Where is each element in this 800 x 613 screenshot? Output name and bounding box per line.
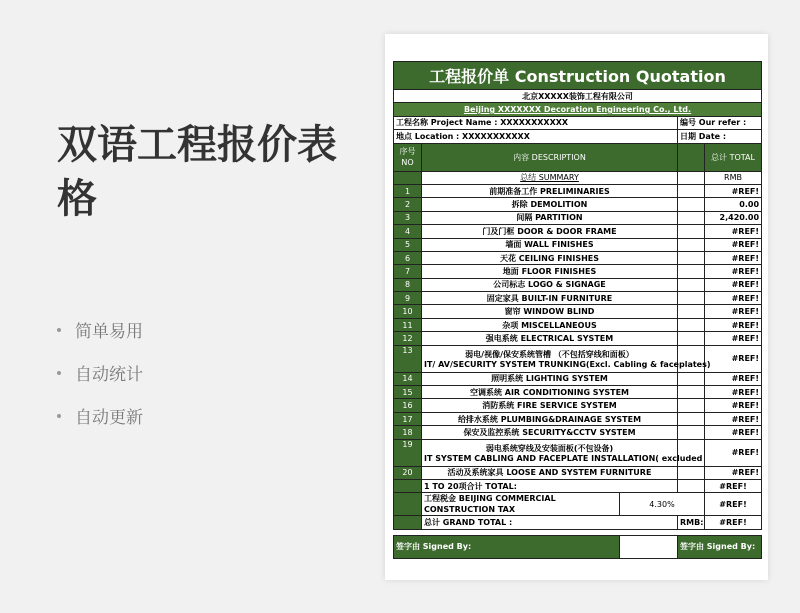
item-no: 16 [394,399,422,412]
table-row [394,386,762,399]
item-no: 11 [394,318,422,331]
item-total: #REF! [705,412,762,425]
item-description: 墙面 WALL FINISHES [422,238,678,251]
bullet-icon [57,414,61,418]
item-no: 13 [394,345,422,372]
col-no-header: 序号 NO [394,143,422,171]
table-row [394,439,762,466]
item-description: 强电系统 ELECTRICAL SYSTEM [422,332,678,345]
grand-total-value: #REF! [705,516,762,529]
item-no: 5 [394,238,422,251]
signed-by-right: 签字由 Signed By: [678,535,762,558]
item-no: 3 [394,211,422,224]
table-row [394,305,762,318]
our-refer: 编号 Our refer : [678,116,762,129]
item-total: #REF! [705,399,762,412]
item-description: 窗帘 WINDOW BLIND [422,305,678,318]
table-row [394,412,762,425]
table-row [394,265,762,278]
item-description: 消防系统 FIRE SERVICE SYSTEM [422,399,678,412]
subtotal-value: #REF! [705,479,762,492]
item-no: 6 [394,251,422,264]
feature-item: 自动更新 [57,394,143,437]
item-description: 拆除 DEMOLITION [422,198,678,211]
item-no: 20 [394,466,422,479]
col-total-header: 总计 TOTAL [705,143,762,171]
currency-label: RMB [705,171,762,184]
item-total: #REF! [705,238,762,251]
quotation-table [393,61,762,559]
table-row [394,251,762,264]
feature-list [57,308,143,437]
subtotal-label: 1 TO 20项合计 TOTAL: [422,479,678,492]
item-no: 19 [394,439,422,466]
table-row [394,318,762,331]
summary-label: 总结 SUMMARY [422,171,678,184]
item-description: 弱电系统穿线及安装面板(不包设备) IT SYSTEM CABLING AND FACEPLATE INSTALLATION( excluded [422,439,678,466]
bullet-icon [57,371,61,375]
table-row [394,426,762,439]
tax-rate: 4.30% [620,493,705,516]
item-no: 9 [394,292,422,305]
table-row [394,345,762,372]
item-no: 7 [394,265,422,278]
item-total: #REF! [705,251,762,264]
item-description: 照明系统 LIGHTING SYSTEM [422,372,678,385]
bullet-icon [57,328,61,332]
date: 日期 Date : [678,130,762,143]
item-no: 15 [394,386,422,399]
item-description: 间隔 PARTITION [422,211,678,224]
signed-by-left: 签字由 Signed By: [394,535,620,558]
item-total: #REF! [705,345,762,372]
location: 地点 Location : XXXXXXXXXXX [394,130,678,143]
table-row [394,399,762,412]
item-total: #REF! [705,265,762,278]
item-description: 门及门框 DOOR & DOOR FRAME [422,225,678,238]
table-row [394,332,762,345]
table-row [394,238,762,251]
table-row [394,292,762,305]
item-total: #REF! [705,386,762,399]
table-row [394,225,762,238]
table-row [394,184,762,197]
item-no: 1 [394,184,422,197]
item-total: #REF! [705,318,762,331]
table-row [394,278,762,291]
item-no: 14 [394,372,422,385]
item-total: #REF! [705,184,762,197]
table-row [394,466,762,479]
item-total: #REF! [705,439,762,466]
grand-total-currency: RMB: [678,516,705,529]
project-name: 工程名称 Project Name : XXXXXXXXXXX [394,116,678,129]
grand-total-label: 总计 GRAND TOTAL : [422,516,678,529]
item-total: #REF! [705,305,762,318]
item-no: 10 [394,305,422,318]
table-row [394,211,762,224]
item-description: 空调系统 AIR CONDITIONING SYSTEM [422,386,678,399]
item-no: 4 [394,225,422,238]
item-total: #REF! [705,332,762,345]
item-description: 活动及系统家具 LOOSE AND SYSTEM FURNITURE [422,466,678,479]
item-description: 前期准备工作 PRELIMINARIES [422,184,678,197]
item-no: 18 [394,426,422,439]
item-total: 2,420.00 [705,211,762,224]
quotation-sheet [385,34,768,580]
item-total: #REF! [705,372,762,385]
item-total: #REF! [705,466,762,479]
slide-title: 双语工程报价表格 [57,122,337,222]
item-no: 8 [394,278,422,291]
item-total: #REF! [705,225,762,238]
company-name-en: Beijing XXXXXXX Decoration Engineering Co., Ltd. [394,103,762,116]
feature-item: 简单易用 [57,308,143,351]
quotation-title: 工程报价单 Construction Quotation [394,62,762,90]
item-description: 天花 CEILING FINISHES [422,251,678,264]
item-no: 17 [394,412,422,425]
table-row [394,198,762,211]
item-description: 给排水系统 PLUMBING&DRAINAGE SYSTEM [422,412,678,425]
item-no: 12 [394,332,422,345]
item-total: 0.00 [705,198,762,211]
item-description: 杂项 MISCELLANEOUS [422,318,678,331]
item-description: 固定家具 BUILT-IN FURNITURE [422,292,678,305]
table-row [394,372,762,385]
company-name-cn: 北京XXXXX装饰工程有限公司 [394,90,762,103]
tax-value: #REF! [705,493,762,516]
tax-label: 工程税金 BEIJING COMMERCIAL CONSTRUCTION TAX [422,493,620,516]
item-total: #REF! [705,426,762,439]
feature-item: 自动统计 [57,351,143,394]
item-total: #REF! [705,278,762,291]
col-desc-header: 内容 DESCRIPTION [422,143,678,171]
item-description: 公司标志 LOGO & SIGNAGE [422,278,678,291]
item-description: 保安及监控系统 SECURITY&CCTV SYSTEM [422,426,678,439]
item-description: 地面 FLOOR FINISHES [422,265,678,278]
item-total: #REF! [705,292,762,305]
item-no: 2 [394,198,422,211]
item-description: 弱电/视像/保安系统管槽 （不包括穿线和面板） IT/ AV/SECURITY SYSTEM TRUNKING(Excl. Cabling & faceplates) [422,345,678,372]
